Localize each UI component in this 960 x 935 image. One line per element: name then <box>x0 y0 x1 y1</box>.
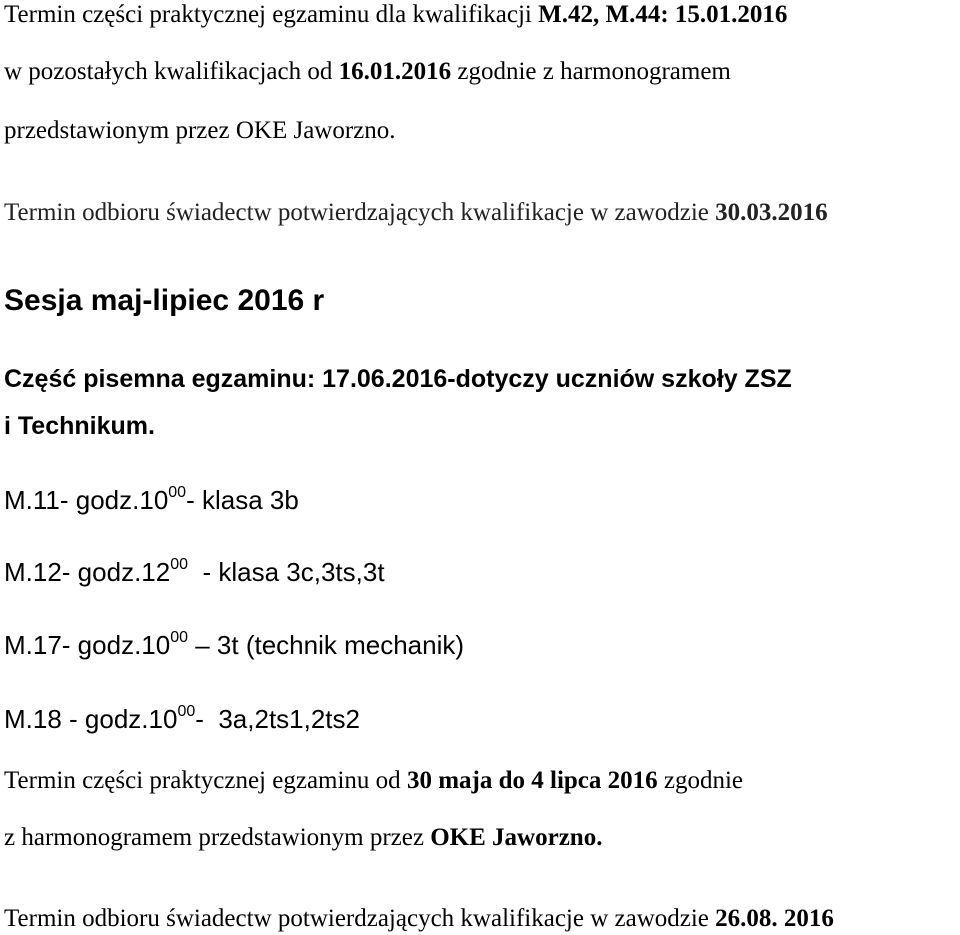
summer-practical-line-2 <box>4 823 602 853</box>
winter-certificate-line <box>4 198 828 228</box>
practical-date-range: 30 maja do 4 lipca 2016 <box>406 767 658 794</box>
exam-class: – 3t (technik mechanik) <box>188 630 465 660</box>
exam-code-time: M.18 - godz.10 <box>4 704 178 734</box>
exam-item <box>4 703 360 735</box>
text: Termin części praktycznej egzaminu dla kwalifikacji <box>4 1 539 28</box>
text-tail: zgodnie z harmonogramem <box>451 58 731 85</box>
winter-practical-line-2 <box>4 57 731 87</box>
text: z harmonogramem przedstawionym przez <box>4 824 431 851</box>
session-title: Sesja maj-lipiec 2016 r <box>4 284 325 317</box>
written-exam-line-2: i Technikum. <box>4 412 155 440</box>
winter-practical-line-3 <box>4 116 396 146</box>
exam-item <box>4 629 464 661</box>
exam-item <box>4 484 299 516</box>
certificate-date: 30.03.2016 <box>715 199 828 226</box>
exam-item <box>4 556 385 588</box>
exam-class: - 3a,2ts1,2ts2 <box>195 704 360 734</box>
written-exam-line-1: Część pisemna egzaminu: 17.06.2016-dotyczy uczniów szkoły ZSZ <box>4 365 792 393</box>
exam-code-time: M.12- godz.12 <box>4 557 171 587</box>
exam-code-time: M.11- godz.10 <box>4 485 169 515</box>
oke-name: OKE Jaworzno. <box>430 824 603 851</box>
exam-time-minutes: 00 <box>170 629 189 646</box>
text: Termin części praktycznej egzaminu od <box>4 767 407 794</box>
text: przedstawionym przez OKE Jaworzno. <box>4 117 396 144</box>
exam-time-minutes: 00 <box>177 703 196 720</box>
qualification-date: M.42, M.44: 15.01.2016 <box>538 1 788 28</box>
summer-certificate-line <box>4 904 834 934</box>
certificate-date: 26.08. 2016 <box>715 905 834 932</box>
exam-class: - klasa 3b <box>186 485 299 515</box>
winter-practical-line-1 <box>4 0 787 30</box>
text-tail: zgodnie <box>657 767 744 794</box>
exam-code-time: M.17- godz.10 <box>4 630 171 660</box>
start-date: 16.01.2016 <box>338 58 452 85</box>
exam-time-minutes: 00 <box>168 484 187 501</box>
text: Termin odbioru świadectw potwierdzających kwalifikacje w zawodzie <box>4 905 716 932</box>
exam-class: - klasa 3c,3ts,3t <box>188 557 385 587</box>
text: w pozostałych kwalifikacjach od <box>4 58 339 85</box>
exam-time-minutes: 00 <box>170 556 189 573</box>
summer-practical-line-1 <box>4 766 743 796</box>
text: Termin odbioru świadectw potwierdzających kwalifikacje w zawodzie <box>4 199 716 226</box>
